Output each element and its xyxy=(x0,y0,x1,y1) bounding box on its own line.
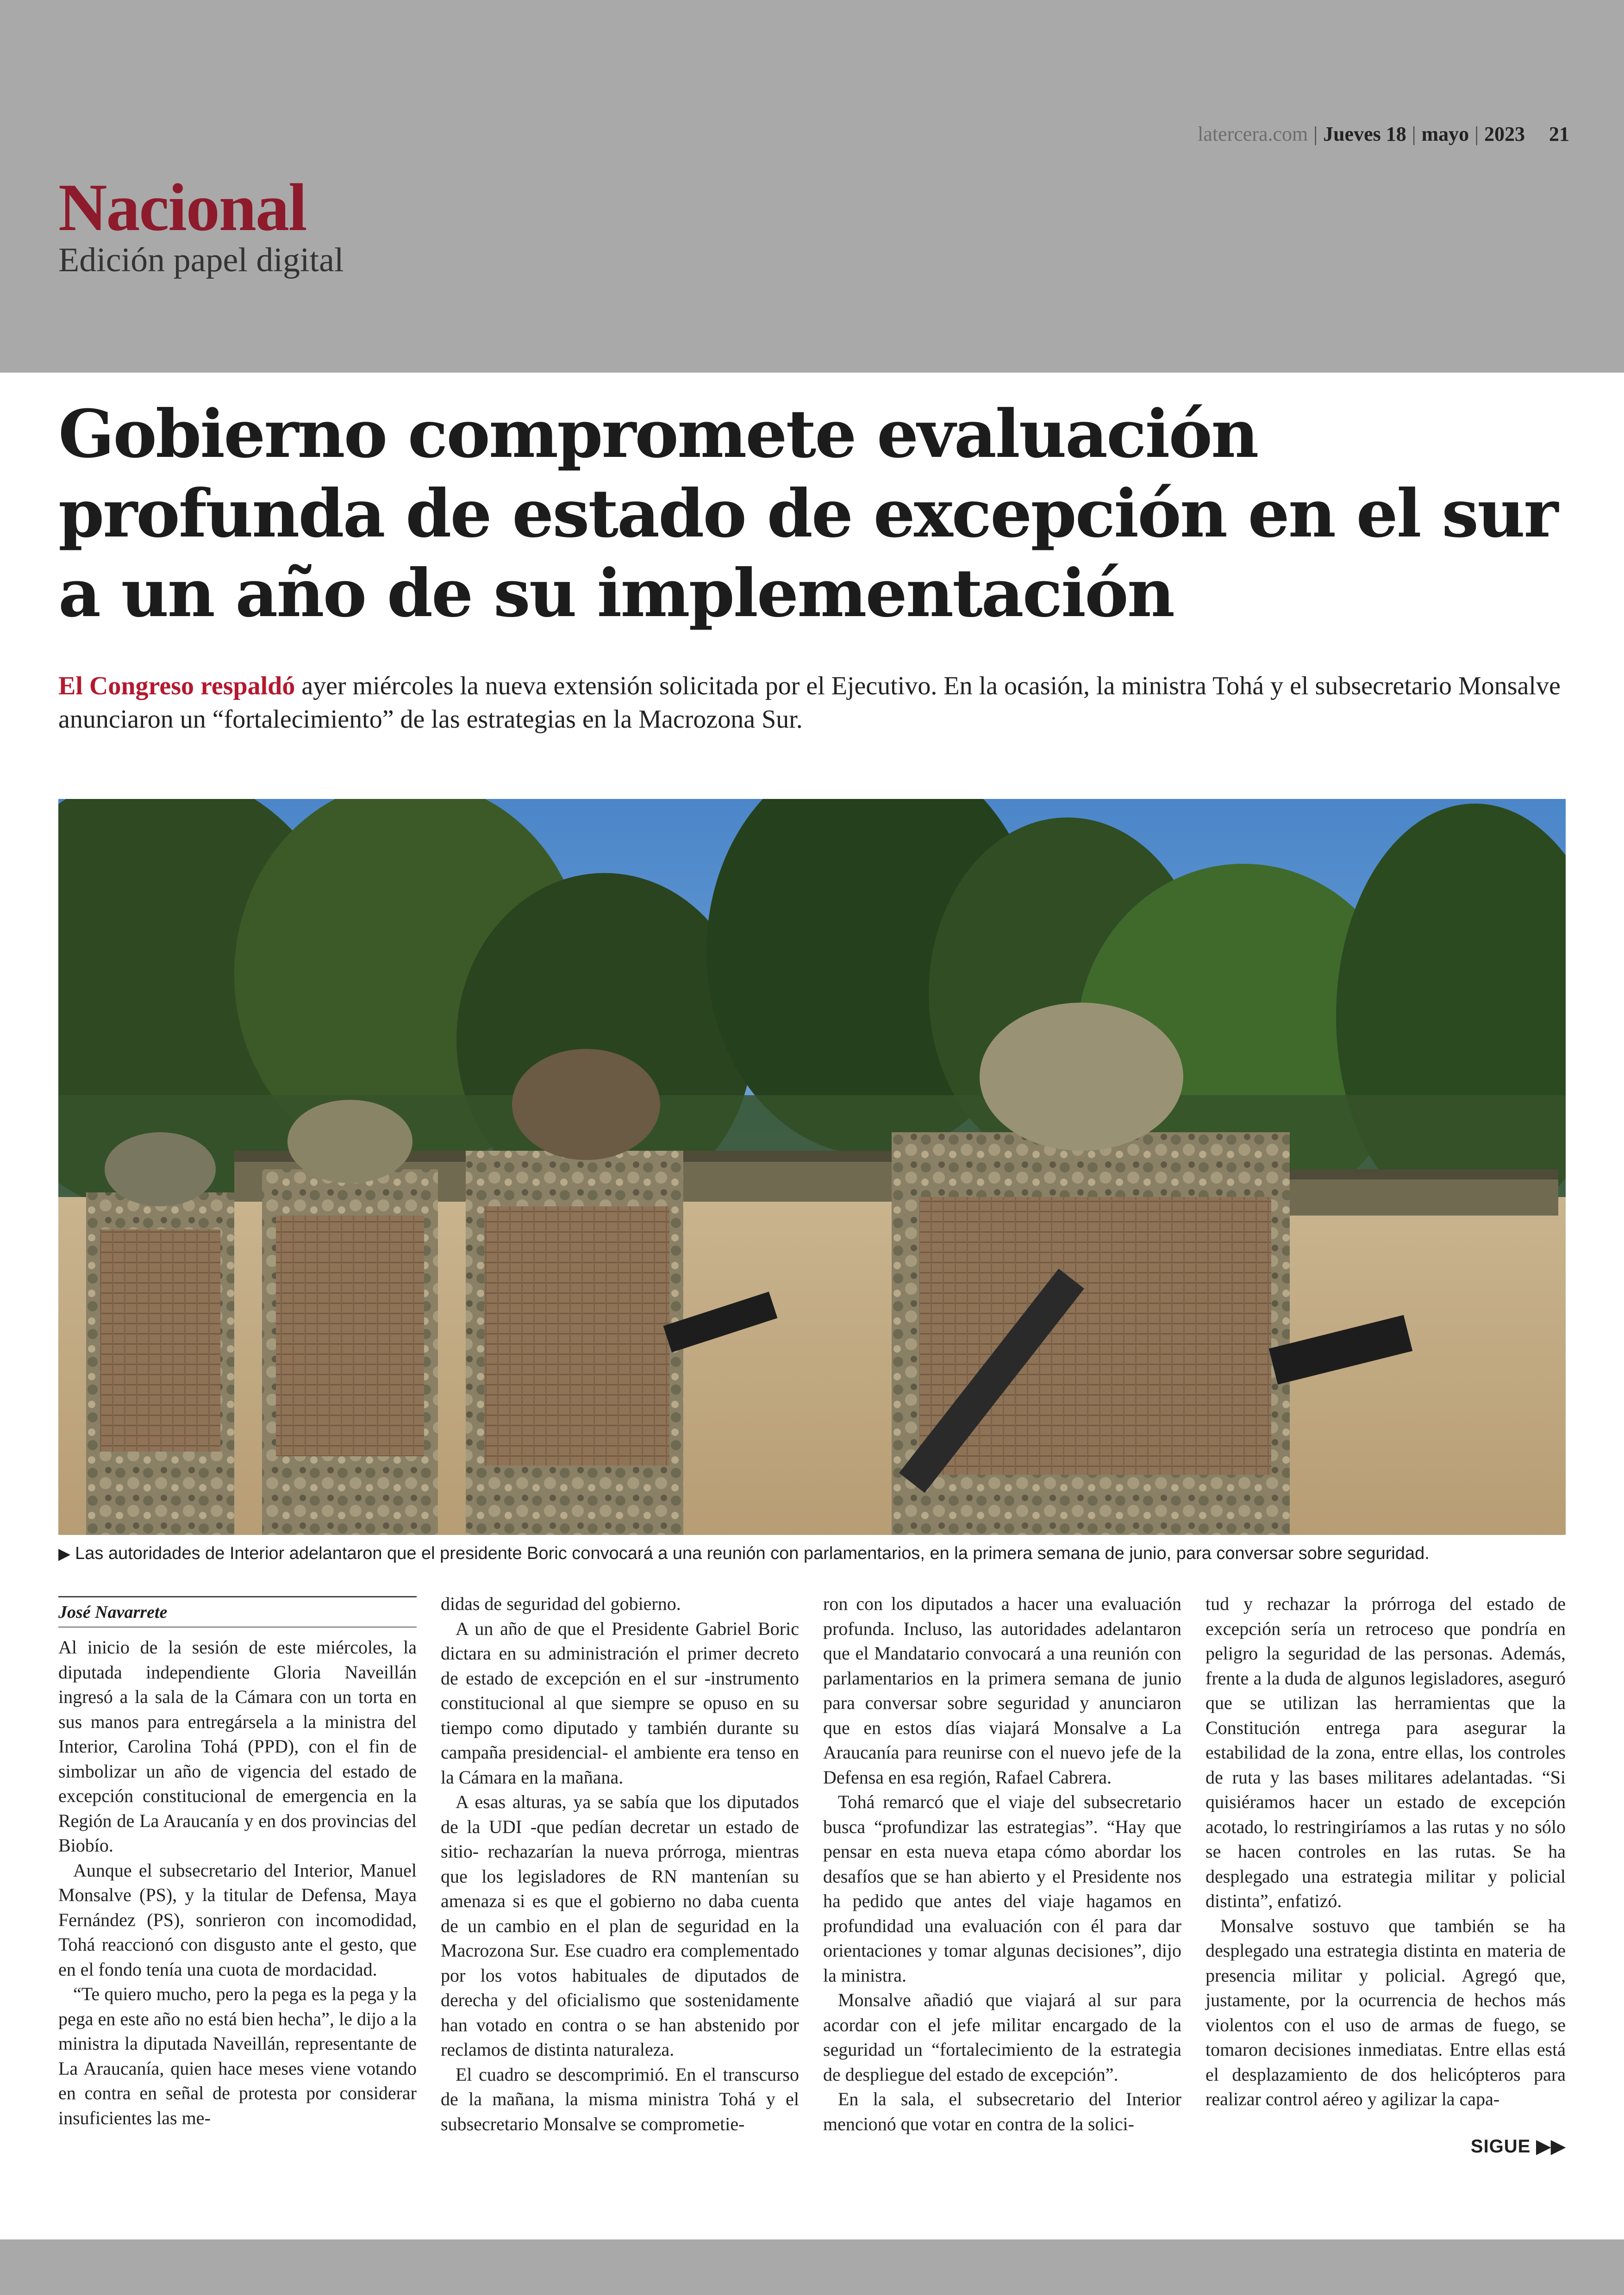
body-column-4 xyxy=(1206,1591,1566,2161)
paragraph: didas de seguridad del gobierno. xyxy=(441,1593,681,1614)
paragraph: tud y rechazar la prórroga del estado de excepción sería un retroceso que pondría en peligro la seguridad de las personas. Además, frente a la duda de algunos legisladores, aseguró que se utilizan las herramientas que la Constitución entrega para asegurar la estabilidad de la zona, entre ellas, los controles de ruta y las bases militares adelantadas. “Si quisiéramos hacer un estado de excepción acotado, lo restringiríamos a las rutas y no sólo se hacen controles en las rutas. Se ha desplegado una estrategia militar y policial distinta”, enfatizó. xyxy=(1206,1593,1566,1911)
article-headline: Gobierno compromete evaluación profunda de estado de excepción en el sur a un año de su implementación xyxy=(58,396,1557,632)
paragraph: Monsalve añadió que viajará al sur para acordar con el jefe militar encargado de la seguridad un “fortalecimiento de la estrategia de despliegue del estado de excepción”. xyxy=(823,1989,1181,2085)
photo-caption xyxy=(58,1541,1566,1566)
article-deck xyxy=(58,669,1568,736)
site-name[interactable]: latercera.com xyxy=(1198,123,1308,145)
body-column-3 xyxy=(823,1591,1181,2161)
date-day: Jueves 18 xyxy=(1323,123,1406,145)
paragraph: “Te quiero mucho, pero la pega es la pega y la pega en este año no está bien hecha”, le dijo a la ministra la diputada Naveillán, representante de La Araucanía, quien hace meses viene votando en contra en señal de protesta por considerar insuficientes las me- xyxy=(58,1983,417,2128)
body-column-2 xyxy=(441,1591,799,2161)
footer-band xyxy=(0,2239,1624,2295)
soldiers-photo-illustration xyxy=(58,799,1566,1535)
paragraph: ron con los diputados a hacer una evaluación profunda. Incluso, las autoridades adelantaron que el Mandatario convocará a una reunión con parlamentarios en la primera semana de junio para conversar sobre seguridad y anunciaron que en estos días viajará Monsalve a La Araucanía para reunirse con el nuevo jefe de la Defensa en esa región, Rafael Cabrera. xyxy=(823,1593,1181,1788)
date-year: 2023 xyxy=(1484,123,1525,145)
byline-rule-top xyxy=(58,1596,417,1597)
paragraph: Aunque el subsecretario del Interior, Manuel Monsalve (PS), y la titular de Defensa, Maya Fernández (PS), sonrieron con incomodidad, Tohá reaccionó con disgusto ante el gesto, que en el fondo tenía una cuota de mordacidad. xyxy=(58,1859,417,1980)
deck-text: ayer miércoles la nueva extensión solicitada por el Ejecutivo. En la ocasión, la ministra Tohá y el subsecretario Monsalve anunciaron un “fortalecimiento” de las estrategias en la Macrozona Sur. xyxy=(58,672,1561,734)
caption-text: Las autoridades de Interior adelantaron que el presidente Boric convocará a una reunión con parlamentarios, en la primera semana de junio, para conversar sobre seguridad. xyxy=(75,1544,1430,1563)
paragraph: En la sala, el subsecretario del Interior mencionó que votar en contra de la solici- xyxy=(823,2089,1181,2134)
edition-subtitle: Edición papel digital xyxy=(58,241,344,279)
article-photo xyxy=(58,799,1566,1535)
section-title: Nacional xyxy=(58,170,306,245)
continue-link[interactable]: SIGUE ▶▶ xyxy=(1470,2136,1566,2157)
caption-arrow-icon: ▶ xyxy=(58,1545,71,1563)
body-column-1 xyxy=(58,1635,417,2158)
page-number: 21 xyxy=(1549,123,1569,145)
paragraph: Al inicio de la sesión de este miércoles, la diputada independiente Gloria Naveillán ingresó a la sala de la Cámara con un torta en sus manos para entregársela a la ministra del Interior, Carolina Tohá (PPD), con el fin de simbolizar un año de vigencia del estado de excepción constitucional de emergencia en la Región de La Araucanía y en dos provincias del Biobío. xyxy=(58,1637,417,1856)
byline-rule-bottom xyxy=(58,1627,417,1628)
deck-lead: El Congreso respaldó xyxy=(58,672,295,700)
paragraph: A esas alturas, ya se sabía que los diputados de la UDI -que pedían decretar un estado de sitio- rechazarían la nueva prórroga, mientras que los legisladores de RN mantenían su amenaza si es que el gobierno no daba cuenta de un cambio en el plan de seguridad en la Macrozona Sur. Ese cuadro era complementado por los votos habituales de diputados de derecha y del oficialismo que sostenidamente han votado en contra o se han abstenido por reclamos de distinta naturaleza. xyxy=(441,1791,799,2060)
paragraph: El cuadro se descomprimió. En el transcurso de la mañana, la misma ministra Tohá y el subsecretario Monsalve se comprometie- xyxy=(441,2064,799,2134)
byline: José Navarrete xyxy=(58,1603,168,1622)
date-month: mayo xyxy=(1421,123,1469,145)
paragraph: A un año de que el Presidente Gabriel Boric dictara en su administración el primer decreto de estado de excepción en el sur -instrumento constitucional al que siempre se opuso en su tiempo como diputado y también durante su campaña presidencial- el ambiente era tenso en la Cámara en la mañana. xyxy=(441,1618,799,1788)
paragraph: Tohá remarcó que el viaje del subsecretario busca “profundizar las estrategias”. “Hay que pensar en esta nueva etapa cómo abordar los desafíos que se han abierto y el Presidente nos ha pedido que antes del viaje hagamos en profundidad una evaluación con él para dar orientaciones y tomar algunas decisiones”, dijo la ministra. xyxy=(823,1791,1181,1986)
paragraph: Monsalve sostuvo que también se ha desplegado una estrategia distinta en materia de presencia militar y policial. Agregó que, justamente, por la ocurrencia de hechos más violentos con el uso de armas de fuego, se tomaron decisiones inmediatas. Entre ellas está el desplazamiento de dos helicópteros para realizar control aéreo y agilizar la capa- xyxy=(1206,1915,1566,2109)
dateline: latercera.com | Jueves 18 | mayo | 2023 21 xyxy=(1198,123,1569,145)
